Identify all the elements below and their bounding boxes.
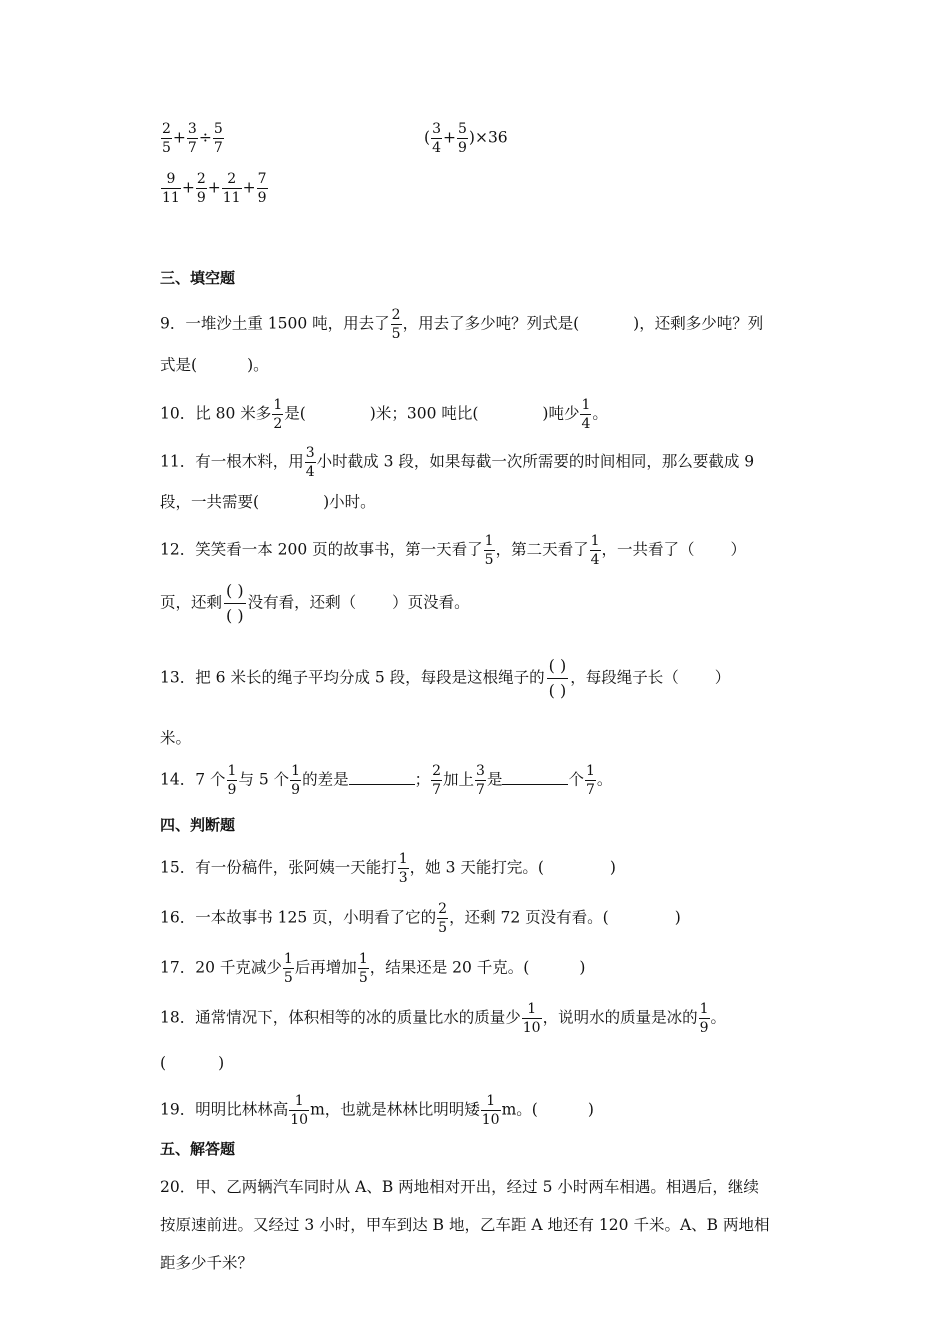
expression-1: $\frac{2}{5}$ + $\frac{3}{7}$ ÷ $\frac{5}{7}$ [162, 121, 223, 156]
question-18-cont: ( ) [160, 1054, 225, 1072]
fraction: $\frac{3}{4}$ [305, 445, 315, 480]
fraction: $\frac{1}{2}$ [273, 397, 283, 432]
fraction: $\frac{1}{4}$ [581, 397, 591, 432]
section-heading-solve: 五、解答题 [160, 1140, 236, 1158]
fraction: $\frac{1}{10}$ [290, 1093, 309, 1128]
fraction: $\frac{9}{11}$ [162, 171, 180, 206]
question-13: 13．把 6 米长的绳子平均分成 5 段，每段是这根绳子的 ( ) ( ) ，每段绳子长（ ） [160, 656, 731, 700]
fraction: $\frac{1}{5}$ [358, 951, 368, 986]
fraction: $\frac{1}{9}$ [291, 763, 301, 798]
answer-underline[interactable] [502, 770, 568, 785]
fraction: $\frac{3}{7}$ [187, 121, 197, 156]
fraction: $\frac{1}{10}$ [481, 1093, 500, 1128]
question-20-line-2: 按原速前进。又经过 3 小时，甲车到达 B 地，乙车距 A 地还有 120 千米。A、B 两地相 [160, 1216, 770, 1234]
fraction: $\frac{2}{7}$ [432, 763, 442, 798]
section-heading-fill: 三、填空题 [160, 269, 236, 287]
fraction: $\frac{5}{7}$ [213, 121, 223, 156]
section-heading-judge: 四、判断题 [160, 816, 236, 834]
fraction: $\frac{5}{9}$ [457, 121, 467, 156]
fraction: $\frac{3}{7}$ [476, 763, 485, 798]
blank-fraction[interactable]: ( ) ( ) [226, 581, 244, 625]
question-10: 10．比 80 米多 $\frac{1}{2}$ 是( )米；300 吨比( )吨少 $\frac{1}{4}$ 。 [160, 397, 608, 432]
question-9-cont: 式是( )。 [160, 356, 269, 374]
expression-3: $\frac{9}{11}$ + $\frac{2}{9}$ + $\frac{2}{11}$ + $\frac{7}{9}$ [162, 171, 267, 206]
fraction: $\frac{1}{7}$ [586, 763, 595, 798]
fraction: $\frac{7}{9}$ [257, 171, 267, 206]
question-16: 16．一本故事书 125 页，小明看了它的 $\frac{2}{5}$ ，还剩 72 页没有看。( ) [160, 901, 681, 936]
answer-underline[interactable] [349, 770, 415, 785]
fraction: $\frac{1}{10}$ [522, 1001, 541, 1036]
fraction: $\frac{1}{5}$ [283, 951, 293, 986]
question-12: 12．笑笑看一本 200 页的故事书，第一天看了 $\frac{1}{5}$ ，第二天看了 $\frac{1}{4}$ ，一共看了（ ） [160, 533, 747, 568]
expression-2: ( $\frac{3}{4}$ + $\frac{5}{9}$ )×36 [424, 121, 508, 156]
fraction: $\frac{1}{3}$ [398, 851, 408, 886]
question-11-cont: 段，一共需要( )小时。 [160, 493, 376, 511]
question-12-cont: 页，还剩 ( ) ( ) 没有看，还剩（ ）页没看。 [160, 581, 470, 625]
fraction: $\frac{1}{9}$ [227, 763, 237, 798]
fraction: $\frac{2}{9}$ [196, 171, 206, 206]
question-13-cont: 米。 [160, 729, 192, 747]
question-17: 17．20 千克减少 $\frac{1}{5}$ 后再增加 $\frac{1}{5}$ ，结果还是 20 千克。( ) [160, 951, 586, 986]
fraction: $\frac{1}{4}$ [590, 533, 600, 568]
question-19: 19．明明比林林高 $\frac{1}{10}$ m，也就是林林比明明矮 $\frac{1}{10}$ m。( ) [160, 1093, 594, 1128]
question-20-line-1: 20．甲、乙两辆汽车同时从 A、B 两地相对开出，经过 5 小时两车相遇。相遇后，继续 [160, 1178, 759, 1196]
fraction: $\frac{2}{5}$ [438, 901, 448, 936]
question-18: 18．通常情况下，体积相等的冰的质量比水的质量少 $\frac{1}{10}$ ，说明水的质量是冰的 $\frac{1}{9}$ 。 [160, 1001, 727, 1036]
question-14: 14．7 个 $\frac{1}{9}$ 与 5 个 $\frac{1}{9}$ 的差是 ； $\frac{2}{7}$ 加上 $\frac{3}{7}$ 是 个 $\frac{1}{7}$ 。 [160, 763, 613, 798]
fraction: $\frac{3}{4}$ [432, 121, 441, 156]
fraction: $\frac{2}{5}$ [391, 307, 401, 342]
question-11: 11．有一根木料，用 $\frac{3}{4}$ 小时截成 3 段，如果每截一次所需要的时间相同，那么要截成 9 [160, 445, 755, 480]
fraction: $\frac{2}{11}$ [222, 171, 241, 206]
fraction: $\frac{2}{5}$ [162, 121, 171, 156]
blank-fraction[interactable]: ( ) ( ) [548, 656, 567, 700]
question-15: 15．有一份稿件，张阿姨一天能打 $\frac{1}{3}$ ，她 3 天能打完。( ) [160, 851, 616, 886]
fraction: $\frac{1}{9}$ [699, 1001, 709, 1036]
question-20-line-3: 距多少千米？ [160, 1254, 254, 1272]
question-9: 9．一堆沙土重 1500 吨，用去了 $\frac{2}{5}$ ，用去了多少吨？列式是( )，还剩多少吨？列 [160, 307, 764, 342]
fraction: $\frac{1}{5}$ [484, 533, 494, 568]
